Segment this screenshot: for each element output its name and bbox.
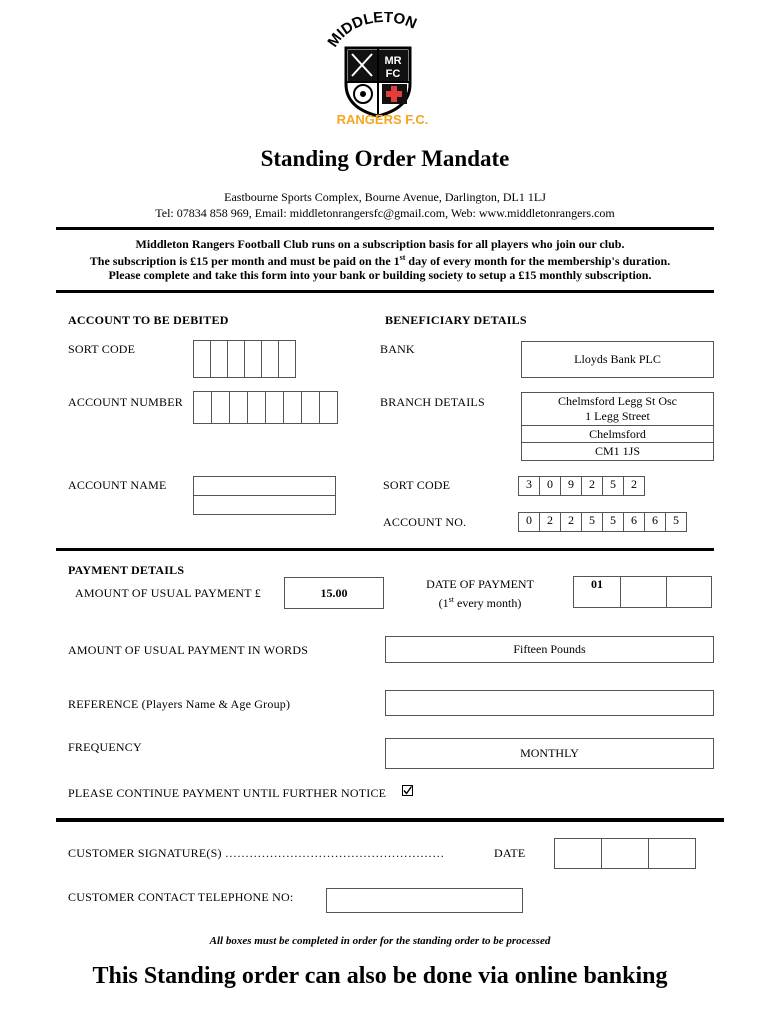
account-name-field-2[interactable] [193,495,336,515]
intro-line-2: The subscription is £15 per month and must be paid on the 1st day of every month for the membership's duration. [89,253,671,268]
account-number-input[interactable] [194,391,338,424]
branch-line-3: CM1 1JS [521,442,714,461]
digit-box[interactable] [210,340,228,378]
digit-box[interactable] [265,391,284,424]
intro-line-1: Middleton Rangers Football Club runs on a subscription basis for all players who join our club. [135,237,625,251]
svg-text:MR: MR [384,55,402,67]
sort-code-label: SORT CODE [68,342,136,356]
intro-line-3: Please complete and take this form into your bank or building society to setup a £15 monthly subscription. [108,268,652,282]
signature-label: CUSTOMER SIGNATURE(S) ……………………………………………… [68,846,445,860]
club-logo [320,12,445,132]
date-of-payment-field[interactable] [574,576,712,608]
digit-box[interactable] [211,391,230,424]
address-line: Eastbourne Sports Complex, Bourne Avenue, Darlington, DL1 1LJ [224,190,546,204]
digit-box[interactable] [229,391,248,424]
amount-label: AMOUNT OF USUAL PAYMENT £ [75,586,261,600]
digit-value: 6 [644,512,666,532]
continue-checkbox[interactable] [402,785,413,796]
signature-date-field[interactable] [555,838,696,869]
digit-value: 5 [602,476,624,496]
account-no-label: ACCOUNT NO. [383,515,467,529]
phone-field[interactable] [326,888,523,913]
svg-text:FC: FC [385,68,401,80]
account-heading: ACCOUNT TO BE DEBITED [68,313,229,327]
reference-field[interactable] [385,690,714,716]
digit-value: 2 [560,512,582,532]
digit-value: 9 [560,476,582,496]
digit-box[interactable] [278,340,296,378]
reference-label: REFERENCE (Players Name & Age Group) [68,697,291,711]
signature-date-label: DATE [494,846,526,860]
digit-value: 0 [539,476,561,496]
digit-value: 3 [518,476,540,496]
contact-line: Tel: 07834 858 969, Email: middletonrangersfc@gmail.com, Web: www.middletonrangers.com [155,206,615,220]
digit-value: 0 [518,512,540,532]
divider [56,227,714,230]
payment-heading: PAYMENT DETAILS [68,563,185,577]
amount-field[interactable]: 15.00 [284,577,384,609]
date-box[interactable] [648,838,696,869]
footer-note: All boxes must be completed in order for the standing order to be processed [209,935,551,947]
branch-line-1: Chelmsford Legg St Osc 1 Legg Street [521,392,714,426]
divider [56,548,714,551]
date-of-payment-label: DATE OF PAYMENT (1st every month) [426,577,534,610]
phone-label: CUSTOMER CONTACT TELEPHONE NO: [68,890,294,904]
digit-box[interactable] [193,340,211,378]
digit-value: 5 [602,512,624,532]
account-number-label: ACCOUNT NUMBER [68,395,183,409]
page-title: Standing Order Mandate [260,146,510,171]
beneficiary-sort-code [519,476,645,496]
bank-value: Lloyds Bank PLC [521,341,714,378]
beneficiary-heading: BENEFICIARY DETAILS [385,313,527,327]
account-name-field-1[interactable] [193,476,336,496]
digit-value: 2 [623,476,645,496]
digit-value: 5 [665,512,687,532]
date-box[interactable] [620,576,667,608]
digit-value: 5 [581,512,603,532]
checkmark-icon [402,785,413,796]
branch-details-label: BRANCH DETAILS [380,395,485,409]
branch-line-2: Chelmsford [521,425,714,443]
digit-value: 2 [539,512,561,532]
digit-box[interactable] [227,340,245,378]
digit-box[interactable] [301,391,320,424]
date-day-box[interactable]: 01 [573,576,621,608]
amount-words-field[interactable]: Fifteen Pounds [385,636,714,663]
digit-value: 6 [623,512,645,532]
digit-box[interactable] [244,340,262,378]
frequency-label: FREQUENCY [68,740,142,754]
account-name-label: ACCOUNT NAME [68,478,167,492]
digit-box[interactable] [247,391,266,424]
digit-box[interactable] [283,391,302,424]
sort-code-input[interactable] [194,340,296,378]
frequency-field[interactable]: MONTHLY [385,738,714,769]
digit-box[interactable] [319,391,338,424]
footer-online-banking: This Standing order can also be done via online banking [92,963,668,989]
divider [56,818,724,822]
digit-value: 2 [581,476,603,496]
date-box[interactable] [666,576,712,608]
logo-rangers-text: RANGERS F.C. [336,112,429,127]
divider [56,290,714,293]
amount-words-label: AMOUNT OF USUAL PAYMENT IN WORDS [68,643,309,657]
beneficiary-account-no [519,512,687,532]
beneficiary-sort-code-label: SORT CODE [383,478,451,492]
date-box[interactable] [554,838,602,869]
date-box[interactable] [601,838,649,869]
continue-payment-label: PLEASE CONTINUE PAYMENT UNTIL FURTHER NOTICE [68,786,387,800]
bank-label: BANK [380,342,415,356]
svg-text:MIDDLETON: MIDDLETON [324,12,420,51]
digit-box[interactable] [193,391,212,424]
digit-box[interactable] [261,340,279,378]
